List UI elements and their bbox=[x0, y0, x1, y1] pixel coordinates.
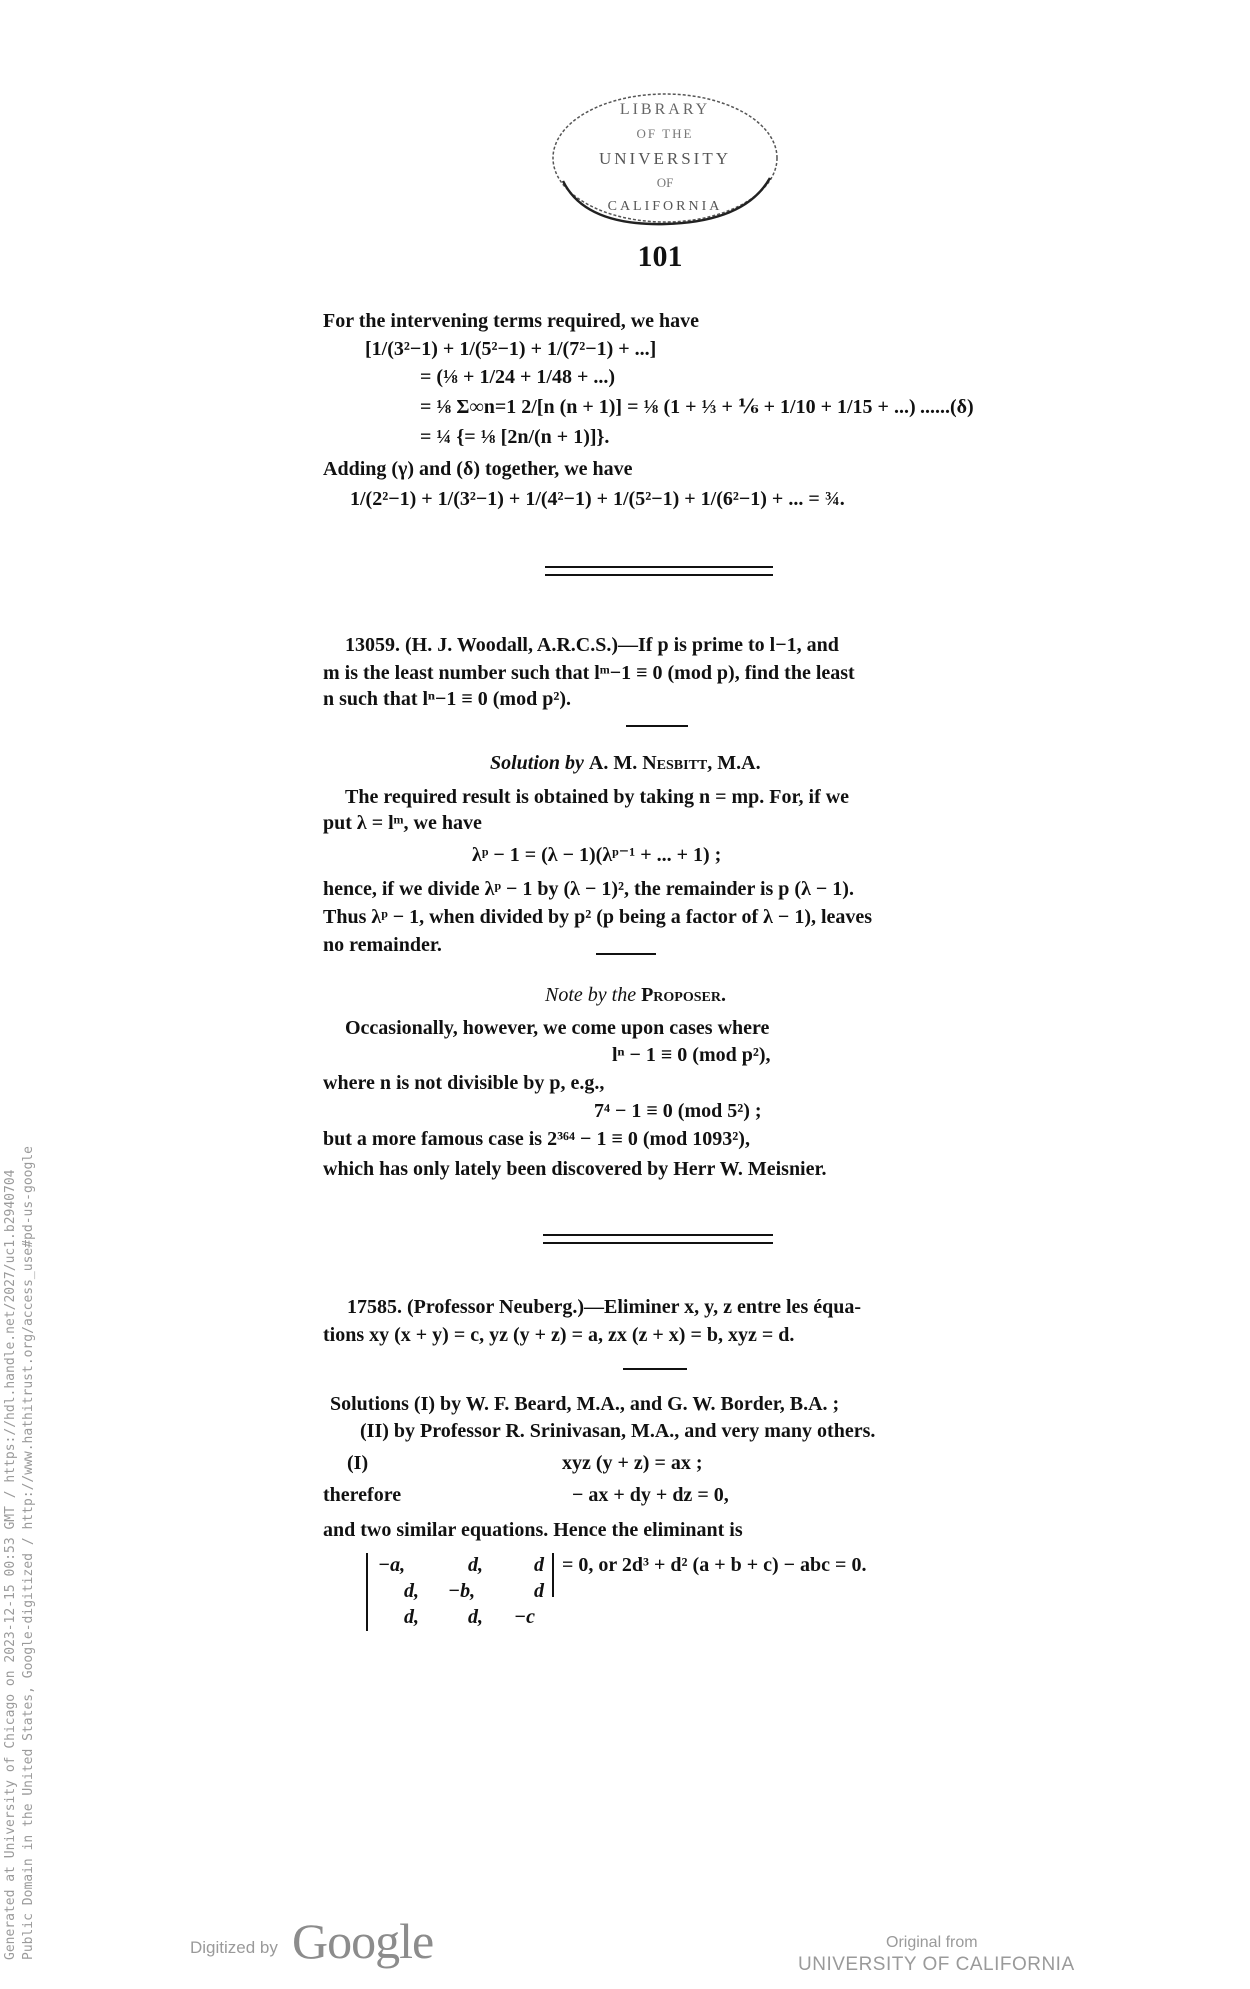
stamp-text-5: CALIFORNIA bbox=[607, 199, 723, 214]
stamp-text-1: LIBRARY bbox=[619, 101, 711, 118]
problem-13059-number: 13059. bbox=[345, 634, 400, 656]
determinant-result: = 0, or 2d³ + d² (a + b + c) − abc = 0. bbox=[562, 1554, 867, 1576]
det-r1c1: −a, bbox=[378, 1554, 406, 1576]
note-line-2: lⁿ − 1 ≡ 0 (mod p²), bbox=[612, 1044, 771, 1066]
problem-17585-line-2: tions xy (x + y) = c, yz (y + z) = a, zx (z + x) = b, xyz = d. bbox=[323, 1324, 795, 1346]
stamp-text-3: UNIVERSITY bbox=[599, 149, 731, 168]
solution-heading bbox=[490, 752, 761, 775]
university-of-california-label: UNIVERSITY OF CALIFORNIA bbox=[798, 1954, 1075, 1975]
determinant-right-bar bbox=[552, 1553, 554, 1597]
det-r3c3: −c bbox=[514, 1606, 535, 1628]
note-line-4: 7⁴ − 1 ≡ 0 (mod 5²) ; bbox=[594, 1100, 762, 1122]
det-r2c2: −b, bbox=[448, 1580, 476, 1602]
rule-3 bbox=[623, 1368, 687, 1370]
result-equation: 1/(2²−1) + 1/(3²−1) + 1/(4²−1) + 1/(5²−1) + 1/(6²−1) + ... = ¾. bbox=[350, 488, 845, 510]
equation-3-tag: ......(δ) bbox=[920, 396, 974, 418]
solution-line-5: Thus λᵖ − 1, when divided by p² (p being a factor of λ − 1), leaves bbox=[323, 906, 873, 928]
intro-text: For the intervening terms required, we have bbox=[323, 310, 700, 332]
equation-4: = ¼ {= ⅛ [2n/(n + 1)]}. bbox=[420, 426, 610, 448]
note-line-1: Occasionally, however, we come upon cases where bbox=[345, 1017, 770, 1039]
solution-heading-prefix: Solution by bbox=[490, 752, 584, 774]
library-stamp bbox=[545, 86, 785, 231]
note-heading bbox=[545, 984, 726, 1007]
equation-2: = (⅛ + 1/24 + 1/48 + ...) bbox=[420, 366, 616, 388]
problem-13059-line-1 bbox=[345, 634, 839, 657]
google-logo: Google bbox=[292, 1913, 434, 1969]
equation-II: − ax + dy + dz = 0, bbox=[572, 1484, 729, 1506]
solution-line-2: put λ = lᵐ, we have bbox=[323, 812, 482, 834]
therefore-text: therefore bbox=[323, 1484, 402, 1506]
watermark-line-1: Generated at University of Chicago on 2023-12-15 00:53 GMT / https://hdl.handle.net/2027/uc1.b2940704 bbox=[3, 1169, 18, 1960]
equation-I: xyz (y + z) = ax ; bbox=[562, 1452, 703, 1474]
det-r3c2: d, bbox=[468, 1606, 483, 1628]
stamp-text-4: OF bbox=[656, 175, 674, 190]
note-line-3: where n is not divisible by p, e.g., bbox=[323, 1072, 605, 1094]
problem-13059-line-3: n such that lⁿ−1 ≡ 0 (mod p²). bbox=[323, 688, 571, 710]
stamp-text-2: OF THE bbox=[636, 126, 694, 141]
note-heading-prefix: Note by the bbox=[545, 984, 637, 1006]
equation-3: = ⅛ Σ∞n=1 2/[n (n + 1)] = ⅛ (1 + ⅓ + ⅙ + 1/10 + 1/15 + ...) bbox=[420, 396, 916, 418]
section-divider-2 bbox=[543, 1234, 773, 1244]
label-I: (I) bbox=[347, 1452, 369, 1474]
problem-17585-line-1 bbox=[347, 1296, 861, 1319]
det-r2c1: d, bbox=[404, 1580, 419, 1602]
similar-text: and two similar equations. Hence the eliminant is bbox=[323, 1519, 743, 1541]
solution-line-6: no remainder. bbox=[323, 934, 442, 956]
problem-13059-line-2: m is the least number such that lᵐ−1 ≡ 0 (mod p), find the least bbox=[323, 662, 855, 684]
solutions-heading-2: (II) by Professor R. Srinivasan, M.A., and very many others. bbox=[360, 1420, 876, 1442]
problem-13059-text-1: (H. J. Woodall, A.R.C.S.)—If p is prime to l−1, and bbox=[405, 634, 839, 656]
det-r2c3: d bbox=[534, 1580, 544, 1602]
page-number: 101 bbox=[637, 240, 683, 273]
solution-heading-author: A. M. Nesbitt, M.A. bbox=[588, 752, 761, 774]
problem-17585-text-1: (Professor Neuberg.)—Eliminer x, y, z entre les équa- bbox=[407, 1296, 862, 1318]
note-heading-author: Proposer. bbox=[641, 984, 726, 1006]
rule-2 bbox=[596, 953, 656, 955]
note-line-5: but a more famous case is 2³⁶⁴ − 1 ≡ 0 (mod 1093²), bbox=[323, 1128, 750, 1150]
digitized-by-label: Digitized by bbox=[190, 1938, 278, 1957]
original-from-label: Original from bbox=[886, 1934, 978, 1951]
solutions-heading-1: Solutions (I) by W. F. Beard, M.A., and G. W. Border, B.A. ; bbox=[330, 1393, 840, 1415]
solution-line-3: λᵖ − 1 = (λ − 1)(λᵖ⁻¹ + ... + 1) ; bbox=[472, 844, 722, 866]
det-r1c3: d bbox=[534, 1554, 544, 1576]
hathitrust-watermark bbox=[2, 1146, 38, 1960]
det-r1c2: d, bbox=[468, 1554, 483, 1576]
solution-line-4: hence, if we divide λᵖ − 1 by (λ − 1)², the remainder is p (λ − 1). bbox=[323, 878, 854, 900]
section-divider-1 bbox=[545, 566, 773, 576]
problem-17585-number: 17585. bbox=[347, 1296, 402, 1318]
note-line-6: which has only lately been discovered by Herr W. Meisnier. bbox=[323, 1158, 827, 1180]
rule-1 bbox=[626, 725, 688, 727]
watermark-line-2: Public Domain in the United States, Google-digitized / http://www.hathitrust.org/access_use#pd-us-google bbox=[21, 1146, 36, 1960]
solution-line-1: The required result is obtained by taking n = mp. For, if we bbox=[345, 786, 850, 808]
det-r3c1: d, bbox=[404, 1606, 419, 1628]
equation-1: [1/(3²−1) + 1/(5²−1) + 1/(7²−1) + ...] bbox=[365, 338, 657, 360]
adding-text: Adding (γ) and (δ) together, we have bbox=[323, 458, 633, 480]
